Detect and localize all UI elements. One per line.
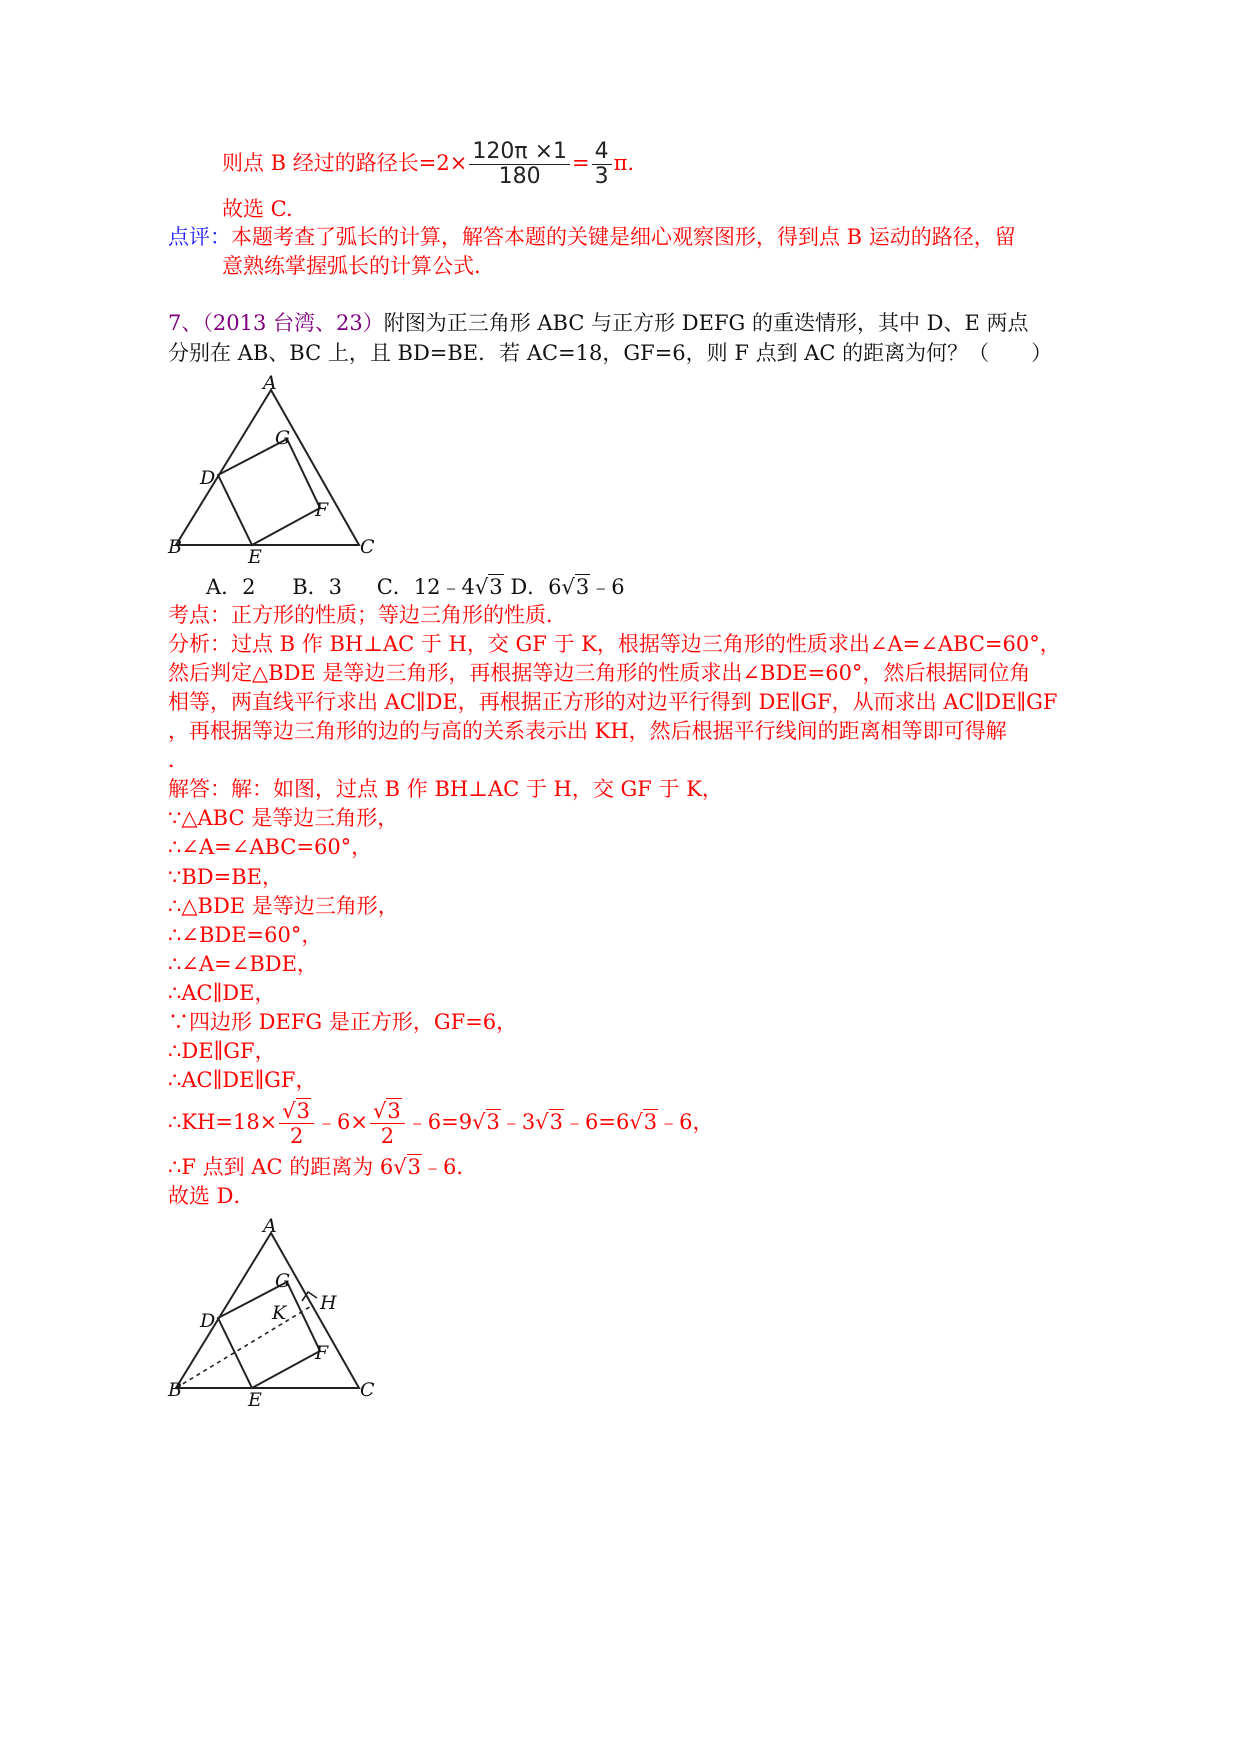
solution-figure xyxy=(160,1213,400,1413)
question-source: （2013 台湾、23） xyxy=(202,311,384,335)
label-h: H xyxy=(320,1292,337,1314)
label-e: E xyxy=(248,546,262,568)
kh-part-2: ﹣3 xyxy=(500,1110,536,1134)
fenxi-line-1 xyxy=(168,629,1061,659)
result-denominator: 3 xyxy=(594,164,609,189)
option-a[interactable]: A．2 xyxy=(206,575,256,599)
result-fraction xyxy=(592,140,612,189)
label-g: G xyxy=(275,427,291,449)
kaodian xyxy=(168,600,567,630)
triangle-square-figure xyxy=(160,370,390,570)
final-choose-answer: 故选 D． xyxy=(168,1184,255,1208)
result-numerator: 4 xyxy=(592,140,612,165)
option-d-prefix: D．6 xyxy=(510,575,562,599)
distance-prefix: ∴F 点到 AC 的距离为 6 xyxy=(168,1155,394,1179)
kh-fraction-1 xyxy=(279,1099,314,1148)
sqrt-icon: √3 xyxy=(393,1155,421,1179)
distance-result xyxy=(168,1152,477,1182)
step-9: ∴DE∥GF， xyxy=(168,1039,276,1063)
label-d: D xyxy=(200,467,216,489)
sqrt-icon: √3 xyxy=(373,1099,401,1123)
label-g-2: G xyxy=(275,1270,291,1292)
sqrt-icon: √3 xyxy=(561,575,590,599)
label-f-2: F xyxy=(315,1342,329,1364)
step-8: ∵四边形 DEFG 是正方形，GF=6， xyxy=(168,1010,518,1034)
jieda-label: 解答： xyxy=(168,777,231,801)
comment-label: 点评： xyxy=(168,225,231,249)
option-b[interactable]: B．3 xyxy=(292,575,343,599)
step-7: ∴AC∥DE， xyxy=(168,981,276,1005)
option-c-prefix: C．12﹣4 xyxy=(376,575,475,599)
fenxi-text-1: 过点 B 作 BH⊥AC 于 H，交 GF 于 K，根据等边三角形的性质求出∠A=∠ABC=60°， xyxy=(231,632,1061,656)
label-d-2: D xyxy=(200,1310,216,1332)
kh-end: ﹣6， xyxy=(658,1110,714,1134)
step-4: ∴△BDE 是等边三角形， xyxy=(168,894,399,918)
kh-prefix: ∴KH=18× xyxy=(168,1110,278,1134)
jieda-text-1: 解：如图，过点 B 作 BH⊥AC 于 H，交 GF 于 K， xyxy=(231,777,723,801)
arc-fraction xyxy=(469,140,570,189)
kaodian-text: 正方形的性质；等边三角形的性质． xyxy=(231,603,567,627)
label-k: K xyxy=(272,1302,287,1324)
step-1: ∵△ABC 是等边三角形， xyxy=(168,806,399,830)
fenxi-line-3: 相等，两直线平行求出 AC∥DE，再根据正方形的对边平行得到 DE∥GF，从而求出 AC∥DE∥GF xyxy=(168,690,1058,714)
option-c[interactable] xyxy=(377,575,504,599)
step-3: ∵BD=BE， xyxy=(168,865,283,889)
step-2: ∴∠A=∠ABC=60°， xyxy=(168,835,373,859)
comment-line-2: 意熟练掌握弧长的计算公式. xyxy=(222,254,481,278)
step-6: ∴∠A=∠BDE， xyxy=(168,952,318,976)
option-c-radicand: 3 xyxy=(489,575,503,599)
question-text-1: 附图为正三角形 ABC 与正方形 DEFG 的重迭情形，其中 D、E 两点 xyxy=(383,311,1029,335)
kaodian-label: 考点： xyxy=(168,603,231,627)
perpendicular-bh xyxy=(176,1305,313,1388)
result-suffix: π. xyxy=(613,151,635,175)
equals-sign: = xyxy=(572,151,590,175)
prev-comment xyxy=(168,222,1016,252)
fenxi-line-5: ． xyxy=(168,748,189,772)
sqrt-icon: √3 xyxy=(535,1110,564,1134)
option-d[interactable] xyxy=(510,575,624,599)
fenxi-line-2: 然后判定△BDE 是等边三角形，再根据等边三角形的性质求出∠BDE=60°，然后根据同位角 xyxy=(168,661,1031,685)
label-b-2: B xyxy=(168,1379,182,1401)
square-defg xyxy=(218,439,320,545)
label-c: C xyxy=(360,536,375,558)
label-a: A xyxy=(263,372,277,394)
label-e-2: E xyxy=(248,1389,262,1411)
kh-radicand-5: 3 xyxy=(643,1110,658,1134)
label-f: F xyxy=(315,499,329,521)
kh-radicand-2: 3 xyxy=(387,1099,401,1123)
question-number: 7、 xyxy=(168,311,203,335)
sqrt-icon: √3 xyxy=(472,1110,500,1134)
option-d-suffix: ﹣6 xyxy=(590,575,625,599)
kh-radicand-4: 3 xyxy=(549,1110,564,1134)
fenxi-label: 分析： xyxy=(168,632,231,656)
option-d-radicand: 3 xyxy=(575,575,590,599)
kh-radicand-1: 3 xyxy=(296,1099,311,1123)
kh-radicand-3: 3 xyxy=(486,1110,500,1134)
question-line-2: 分别在 AB、BC 上，且 BD=BE．若 AC=18，GF=6，则 F 点到 AC 的距离为何？（ ） xyxy=(168,341,1053,365)
distance-suffix: ﹣6． xyxy=(422,1155,478,1179)
label-a-2: A xyxy=(263,1215,277,1237)
distance-radicand: 3 xyxy=(407,1155,421,1179)
path-length-line xyxy=(222,140,634,189)
kh-eq1: ﹣6=9 xyxy=(406,1110,473,1134)
kh-fraction-2 xyxy=(370,1099,405,1148)
step-10: ∴AC∥DE∥GF， xyxy=(168,1068,317,1092)
answer-options xyxy=(206,572,625,602)
question-line-1 xyxy=(168,308,1029,338)
kh-mid: ﹣6× xyxy=(316,1110,369,1134)
arc-fraction-denominator: 180 xyxy=(498,164,541,189)
kh-part-3: ﹣6=6 xyxy=(564,1110,630,1134)
label-b: B xyxy=(168,536,182,558)
sqrt-icon: √3 xyxy=(282,1099,311,1123)
kh-denominator-2: 2 xyxy=(380,1124,395,1148)
step-5: ∴∠BDE=60°， xyxy=(168,923,323,947)
sqrt-icon: √3 xyxy=(474,575,503,599)
fenxi-line-4: ，再根据等边三角形的边的与高的关系表示出 KH，然后根据平行线间的距离相等即可得解 xyxy=(168,719,1007,743)
prev-choose-answer: 故选 C. xyxy=(222,197,293,221)
comment-line-1: 本题考查了弧长的计算，解答本题的关键是细心观察图形，得到点 B 运动的路径，留 xyxy=(231,225,1016,249)
arc-fraction-numerator: 120π ×1 xyxy=(469,140,570,165)
kh-formula xyxy=(168,1096,713,1148)
sqrt-icon: √3 xyxy=(629,1110,658,1134)
jieda-line-1 xyxy=(168,774,723,804)
kh-denominator-1: 2 xyxy=(289,1124,304,1148)
path-length-prefix: 则点 B 经过的路径长=2× xyxy=(222,151,468,175)
label-c-2: C xyxy=(360,1379,375,1401)
